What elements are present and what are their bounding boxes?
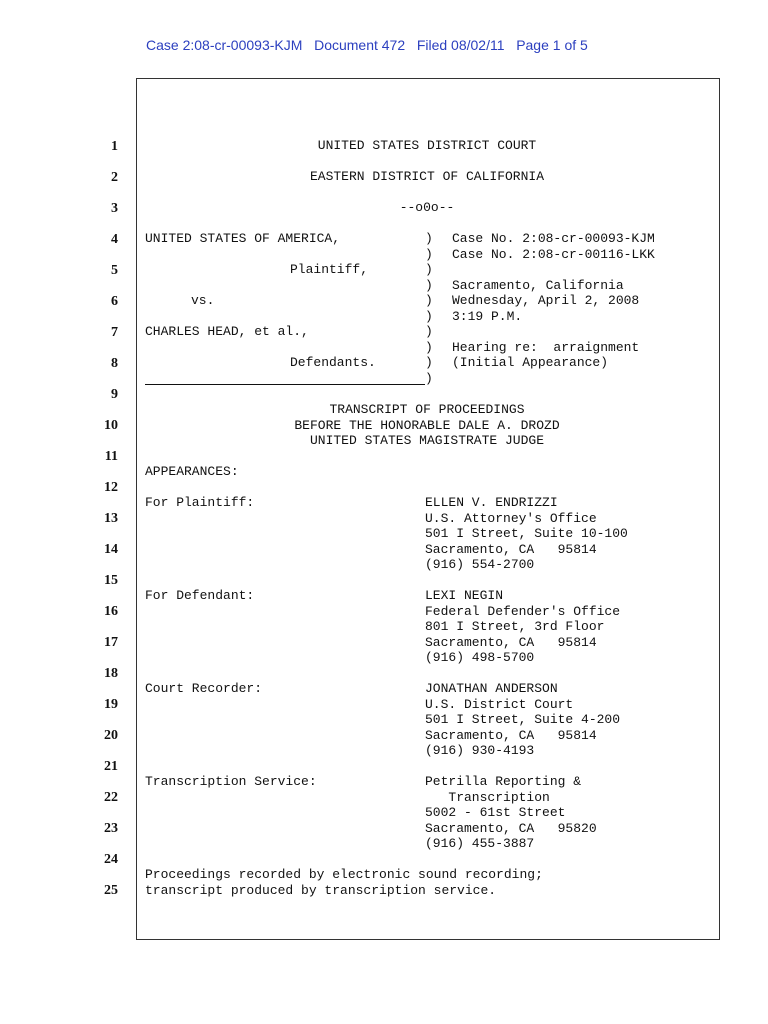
page-indicator: Page 1 of 5: [516, 37, 588, 53]
appearance-line: (916) 498-5700: [425, 650, 535, 665]
appearance-role: For Plaintiff:: [145, 495, 255, 510]
caption-paren: ): [425, 370, 433, 386]
appearance-role: For Defendant:: [145, 588, 255, 603]
line-number: 15: [104, 573, 118, 588]
caption-rule: [145, 384, 425, 385]
document-number: Document 472: [314, 37, 406, 53]
hearing-purpose: Hearing re: arraignment: [452, 339, 640, 355]
line-number: 9: [111, 387, 118, 402]
line-number: 13: [104, 511, 118, 526]
plaintiff-label: Plaintiff,: [290, 262, 369, 277]
appearance-line: (916) 930-4193: [425, 743, 535, 758]
appearance-line: 801 I Street, 3rd Floor: [425, 619, 605, 634]
case-number: Case 2:08-cr-00093-KJM: [146, 37, 303, 53]
case-number-1: Case No. 2:08-cr-00093-KJM: [452, 231, 655, 246]
line-number: 2: [111, 170, 118, 185]
court-district: EASTERN DISTRICT OF CALIFORNIA: [309, 169, 545, 184]
court-name: UNITED STATES DISTRICT COURT: [317, 138, 537, 153]
defendant-name: CHARLES HEAD, et al.,: [145, 324, 309, 339]
appearance-line: 501 I Street, Suite 4-200: [425, 712, 621, 727]
caption-paren: ): [425, 246, 433, 262]
appearance-line: JONATHAN ANDERSON: [425, 681, 558, 696]
appearance-line: (916) 554-2700: [425, 557, 535, 572]
plaintiff-name: UNITED STATES OF AMERICA,: [145, 231, 341, 246]
line-number: 8: [111, 356, 118, 371]
versus: vs.: [191, 293, 215, 308]
filed-date: Filed 08/02/11: [416, 37, 505, 53]
appearance-line: Sacramento, CA 95814: [425, 727, 597, 743]
appearance-line: Sacramento, CA 95814: [425, 634, 597, 650]
line-number: 10: [104, 418, 118, 433]
appearance-role: Court Recorder:: [145, 681, 263, 696]
line-number: 25: [104, 883, 118, 898]
appearance-line: Transcription: [425, 789, 550, 805]
court-separator: --o0o--: [399, 200, 455, 215]
line-number: 4: [111, 232, 118, 247]
appearance-line: ELLEN V. ENDRIZZI: [425, 495, 558, 510]
appearance-line: 501 I Street, Suite 10-100: [425, 526, 628, 541]
caption-paren: ): [425, 324, 433, 339]
line-number: 7: [111, 325, 118, 340]
hearing-location: Sacramento, California: [452, 277, 624, 293]
appearance-line: (916) 455-3887: [425, 836, 535, 851]
line-number: 12: [104, 480, 118, 495]
line-number: 14: [104, 542, 118, 557]
line-number: 18: [104, 666, 118, 681]
line-number: 17: [104, 635, 118, 650]
judge-line: BEFORE THE HONORABLE DALE A. DROZD: [294, 417, 560, 433]
appearance-line: Federal Defender's Office: [425, 603, 621, 619]
transcript-note: transcript produced by transcription service.: [145, 882, 497, 898]
recording-note: Proceedings recorded by electronic sound recording;: [145, 867, 543, 882]
appearances-heading: APPEARANCES:: [145, 464, 239, 479]
judge-title: UNITED STATES MAGISTRATE JUDGE: [309, 433, 545, 448]
appearance-line: 5002 - 61st Street: [425, 805, 566, 820]
caption-paren: ): [425, 262, 433, 277]
line-number: 20: [104, 728, 118, 743]
line-number: 1: [111, 139, 118, 154]
appearance-line: LEXI NEGIN: [425, 588, 504, 603]
line-number: 16: [104, 604, 118, 619]
caption-paren: ): [425, 293, 433, 308]
line-number: 21: [104, 759, 118, 774]
line-number: 22: [104, 790, 118, 805]
hearing-date: Wednesday, April 2, 2008: [452, 293, 640, 308]
appearance-role: Transcription Service:: [145, 774, 317, 789]
appearance-line: Sacramento, CA 95820: [425, 820, 597, 836]
caption-paren: ): [425, 339, 433, 355]
line-number: 3: [111, 201, 118, 216]
appearance-line: Petrilla Reporting &: [425, 774, 582, 789]
caption-paren: ): [425, 308, 433, 324]
caption-paren: ): [425, 277, 433, 293]
hearing-type: (Initial Appearance): [452, 355, 609, 370]
line-number: 11: [104, 449, 118, 464]
defendant-label: Defendants.: [290, 355, 376, 370]
appearance-line: U.S. District Court: [425, 696, 574, 712]
line-number: 23: [104, 821, 118, 836]
line-number: 6: [111, 294, 118, 309]
appearance-line: U.S. Attorney's Office: [425, 510, 597, 526]
hearing-time: 3:19 P.M.: [452, 308, 523, 324]
case-number-2: Case No. 2:08-cr-00116-LKK: [452, 246, 655, 262]
line-number: 19: [104, 697, 118, 712]
transcript-title: TRANSCRIPT OF PROCEEDINGS: [329, 402, 525, 417]
caption-paren: ): [425, 231, 433, 246]
line-number: 5: [111, 263, 118, 278]
caption-paren: ): [425, 355, 433, 370]
filing-header: [146, 37, 588, 53]
appearance-line: Sacramento, CA 95814: [425, 541, 597, 557]
line-number: 24: [104, 852, 118, 867]
